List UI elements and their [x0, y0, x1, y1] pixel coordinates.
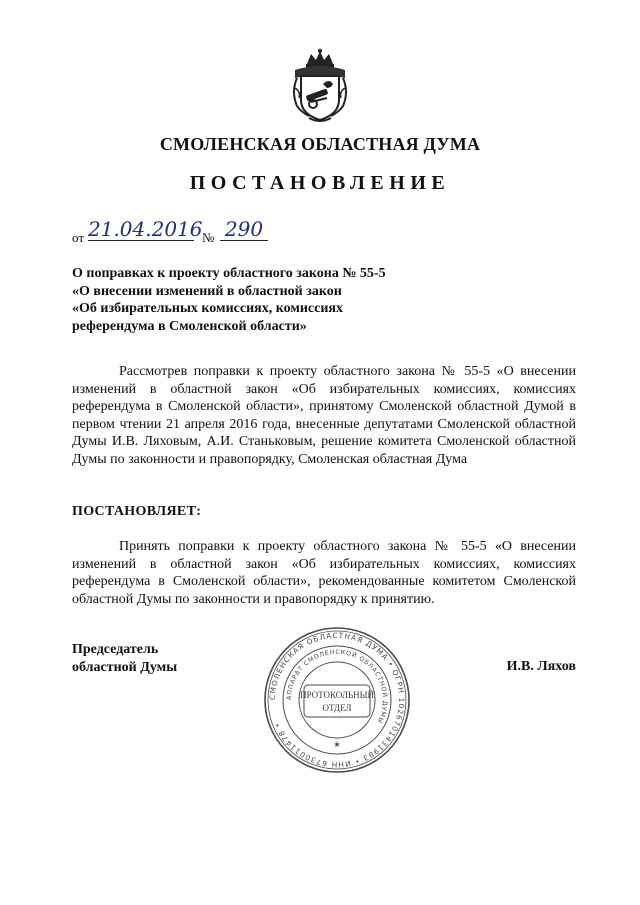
document-subject: [72, 265, 452, 335]
subject-line: «О внесении изменений в областной закон: [72, 283, 342, 299]
stamp-center-line-1: ПРОТОКОЛЬНЫЙ: [300, 690, 374, 700]
position-line: областной Думы: [72, 659, 178, 675]
preamble-paragraph: [72, 363, 576, 468]
document-type-heading: ПОСТАНОВЛЕНИЕ: [189, 172, 451, 194]
preamble-text: Рассмотрев поправки к проекту областного закона № 55-5 «О внесении изменений в областной закон «Об избирательных комиссиях, комиссиях референдума в Смоленской области», принятому Смоленской областной Думой в первом чтении 21 апреля 2016 года, внесенные депутатами Смоленской областной Думы И.В. Ляховым, А.И. Станьковым, решение комитета Смоленской областной Думы по законности и правопорядку, Смоленская областная Дума: [72, 364, 576, 467]
stamp-outer-ring-text: СМОЛЕНСКАЯ ОБЛАСТНАЯ ДУМА • ОГРН 1026701431983 • ИНН 6730011478 •: [267, 630, 407, 770]
signatory-name: И.В. Ляхов: [506, 659, 576, 674]
resolution-text: Принять поправки к проекту областного закона № 55-5 «О внесении изменений в областной закон «Об избирательных комиссиях, комиссиях референдума в Смоленской области», рекомендованные комитетом Смоленской областной Думы по законности и правопорядку к принятию.: [72, 539, 576, 607]
official-stamp: [262, 625, 412, 775]
stamp-inner-ring-text: АППАРАТ СМОЛЕНСКОЙ ОБЛАСТНОЙ ДУМЫ: [285, 648, 389, 725]
document-date: 21.04.2016: [88, 217, 203, 241]
organization-title: СМОЛЕНСКАЯ ОБЛАСТНАЯ ДУМА: [159, 134, 481, 154]
signatory-position: [72, 641, 177, 676]
stamp-center-line-2: ОТДЕЛ: [322, 703, 352, 713]
from-label: от: [72, 230, 85, 245]
resolution-paragraph: [72, 538, 576, 608]
coat-of-arms-icon: [289, 48, 351, 124]
document-number: 290: [220, 218, 268, 241]
stamp-star-icon: ★: [333, 740, 341, 749]
registration-line: [72, 218, 312, 246]
number-label: №: [202, 230, 215, 245]
subject-line: «Об избирательных комиссиях, комиссиях: [72, 301, 343, 316]
position-line: Председатель: [72, 642, 159, 657]
subject-line: референдума в Смоленской области»: [72, 318, 307, 334]
subject-line: О поправках к проекту областного закона № 55-5: [72, 266, 386, 281]
resolves-heading: ПОСТАНОВЛЯЕТ:: [72, 504, 202, 519]
